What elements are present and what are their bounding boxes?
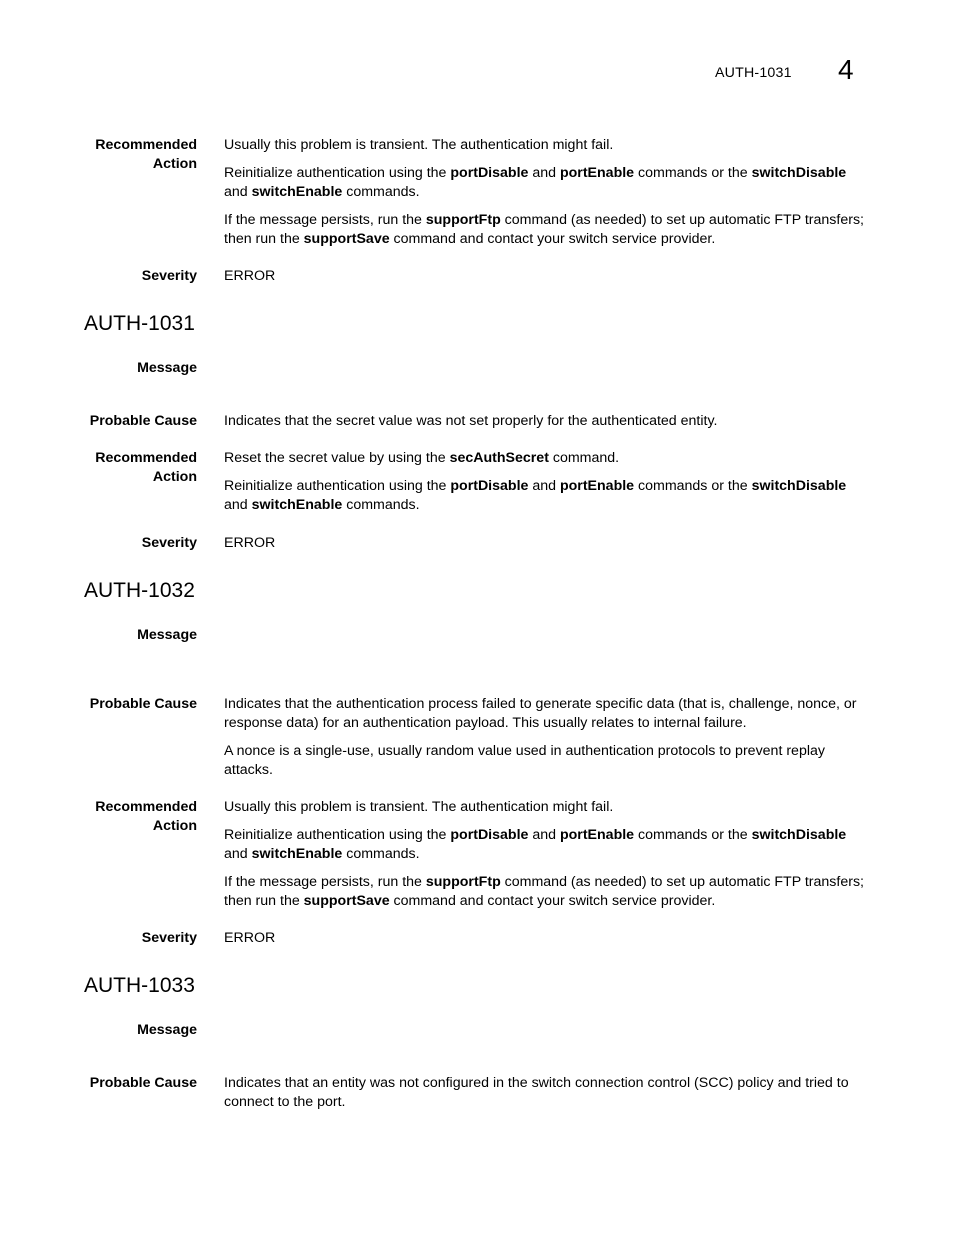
command: portDisable bbox=[450, 165, 529, 181]
recommended-action-content bbox=[224, 449, 872, 524]
section-title-auth-1032: AUTH-1032 bbox=[84, 579, 195, 602]
command: supportSave bbox=[303, 893, 390, 909]
probable-cause-content bbox=[224, 695, 872, 789]
command: portDisable bbox=[450, 478, 529, 494]
paragraph: If the message persists, run the supportFtp command (as needed) to set up automatic FTP transfers; then run the supportSave command and contact your switch service provider. bbox=[224, 212, 864, 247]
message-label: Message bbox=[137, 360, 197, 376]
recommended-action-label: Recommended Action bbox=[95, 799, 197, 834]
paragraph: Usually this problem is transient. The authentication might fail. bbox=[224, 137, 614, 153]
running-header-ref: AUTH-1031 bbox=[715, 65, 792, 81]
command: portEnable bbox=[559, 827, 635, 843]
command: switchEnable bbox=[251, 497, 343, 513]
probable-cause-label: Probable Cause bbox=[89, 696, 197, 712]
command: portEnable bbox=[559, 478, 635, 494]
paragraph: Reinitialize authentication using the portDisable and portEnable commands or the switchDisable and switchEnable commands. bbox=[224, 827, 847, 862]
probable-cause-text: Indicates that the secret value was not set properly for the authenticated entity. bbox=[224, 413, 718, 429]
command: switchDisable bbox=[751, 478, 847, 494]
command: supportFtp bbox=[425, 874, 501, 890]
paragraph: Reset the secret value by using the secAuthSecret command. bbox=[224, 450, 620, 466]
section-title-auth-1031: AUTH-1031 bbox=[84, 312, 195, 335]
command: switchEnable bbox=[251, 184, 343, 200]
recommended-action-label: Recommended Action bbox=[95, 137, 197, 172]
command: switchDisable bbox=[751, 827, 847, 843]
probable-cause-label: Probable Cause bbox=[89, 413, 197, 429]
paragraph: Reinitialize authentication using the portDisable and portEnable commands or the switchDisable and switchEnable commands. bbox=[224, 478, 847, 513]
severity-value: ERROR bbox=[224, 930, 276, 946]
command: secAuthSecret bbox=[449, 450, 549, 466]
severity-value: ERROR bbox=[224, 535, 276, 551]
message-label: Message bbox=[137, 627, 197, 643]
paragraph: Usually this problem is transient. The authentication might fail. bbox=[224, 799, 614, 815]
paragraph: A nonce is a single-use, usually random value used in authentication protocols to prevent replay attacks. bbox=[224, 743, 825, 778]
severity-label: Severity bbox=[141, 535, 197, 551]
paragraph: Indicates that the authentication process failed to generate specific data (that is, challenge, nonce, or response data) for an authentication payload. This usually relates to internal failure. bbox=[224, 696, 857, 731]
probable-cause-text: Indicates that an entity was not configured in the switch connection control (SCC) policy and tried to connect to the port. bbox=[224, 1075, 849, 1110]
chapter-number: 4 bbox=[838, 54, 854, 85]
recommended-action-label: Recommended Action bbox=[95, 450, 197, 485]
paragraph: If the message persists, run the supportFtp command (as needed) to set up automatic FTP transfers; then run the supportSave command and contact your switch service provider. bbox=[224, 874, 864, 909]
severity-label: Severity bbox=[141, 268, 197, 284]
paragraph: Reinitialize authentication using the portDisable and portEnable commands or the switchDisable and switchEnable commands. bbox=[224, 165, 847, 200]
message-label: Message bbox=[137, 1022, 197, 1038]
probable-cause-label: Probable Cause bbox=[89, 1075, 197, 1091]
severity-value: ERROR bbox=[224, 268, 276, 284]
command: supportSave bbox=[303, 231, 390, 247]
recommended-action-content bbox=[224, 798, 872, 920]
command: switchDisable bbox=[751, 165, 847, 181]
section-title-auth-1033: AUTH-1033 bbox=[84, 974, 195, 997]
command: switchEnable bbox=[251, 846, 343, 862]
command: portDisable bbox=[450, 827, 529, 843]
severity-label: Severity bbox=[141, 930, 197, 946]
command: portEnable bbox=[559, 165, 635, 181]
command: supportFtp bbox=[425, 212, 501, 228]
recommended-action-content bbox=[224, 136, 872, 258]
